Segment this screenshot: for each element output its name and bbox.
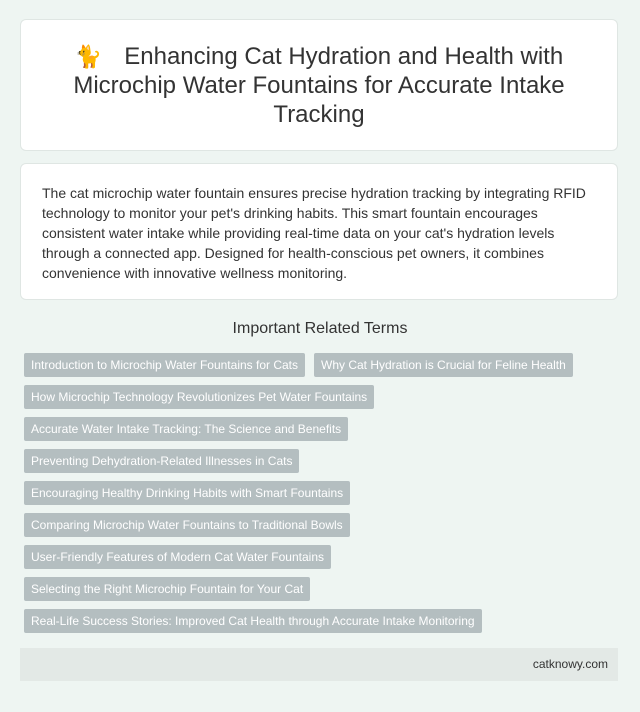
footer [20,648,618,681]
page-title [51,42,587,129]
related-term-tag[interactable]: Preventing Dehydration-Related Illnesses in Cats [24,449,299,473]
related-term-tag[interactable]: Comparing Microchip Water Fountains to Traditional Bowls [24,513,350,537]
tag-row [24,481,624,505]
tag-row [24,417,624,441]
footer-site-link[interactable]: catknowy.com [532,657,608,671]
tag-row [24,353,624,377]
related-term-tag[interactable]: User-Friendly Features of Modern Cat Water Fountains [24,545,331,569]
tag-row [24,577,624,601]
tag-row [24,545,624,569]
tag-row [24,449,624,473]
related-term-tag[interactable]: Real-Life Success Stories: Improved Cat Health through Accurate Intake Monitoring [24,609,482,633]
related-term-tag[interactable]: Selecting the Right Microchip Fountain for Your Cat [24,577,310,601]
tag-row [24,513,624,537]
related-term-tag[interactable]: Encouraging Healthy Drinking Habits with Smart Fountains [24,481,350,505]
title-card [20,19,618,151]
description-card [20,163,618,300]
tag-row [24,609,624,633]
page-title-text: Enhancing Cat Hydration and Health with Microchip Water Fountains for Accurate Intake Tracking [73,42,565,128]
related-term-tag[interactable]: Why Cat Hydration is Crucial for Feline Health [314,353,573,377]
related-term-tag[interactable]: Introduction to Microchip Water Fountains for Cats [24,353,305,377]
related-terms-heading: Important Related Terms [232,320,408,337]
tag-row [24,385,624,409]
related-terms-list [24,353,624,641]
cat-icon: 🐈 [74,43,103,69]
related-term-tag[interactable]: How Microchip Technology Revolutionizes Pet Water Fountains [24,385,374,409]
description-text: The cat microchip water fountain ensures precise hydration tracking by integrating RFID technology to monitor your pet's drinking habits. This smart fountain encourages consistent water intake while providing real-time data on your cat's hydration levels through a connected app. Designed for health-conscious pet owners, it combines convenience with innovative wellness monitoring. [42,185,586,281]
related-term-tag[interactable]: Accurate Water Intake Tracking: The Science and Benefits [24,417,348,441]
